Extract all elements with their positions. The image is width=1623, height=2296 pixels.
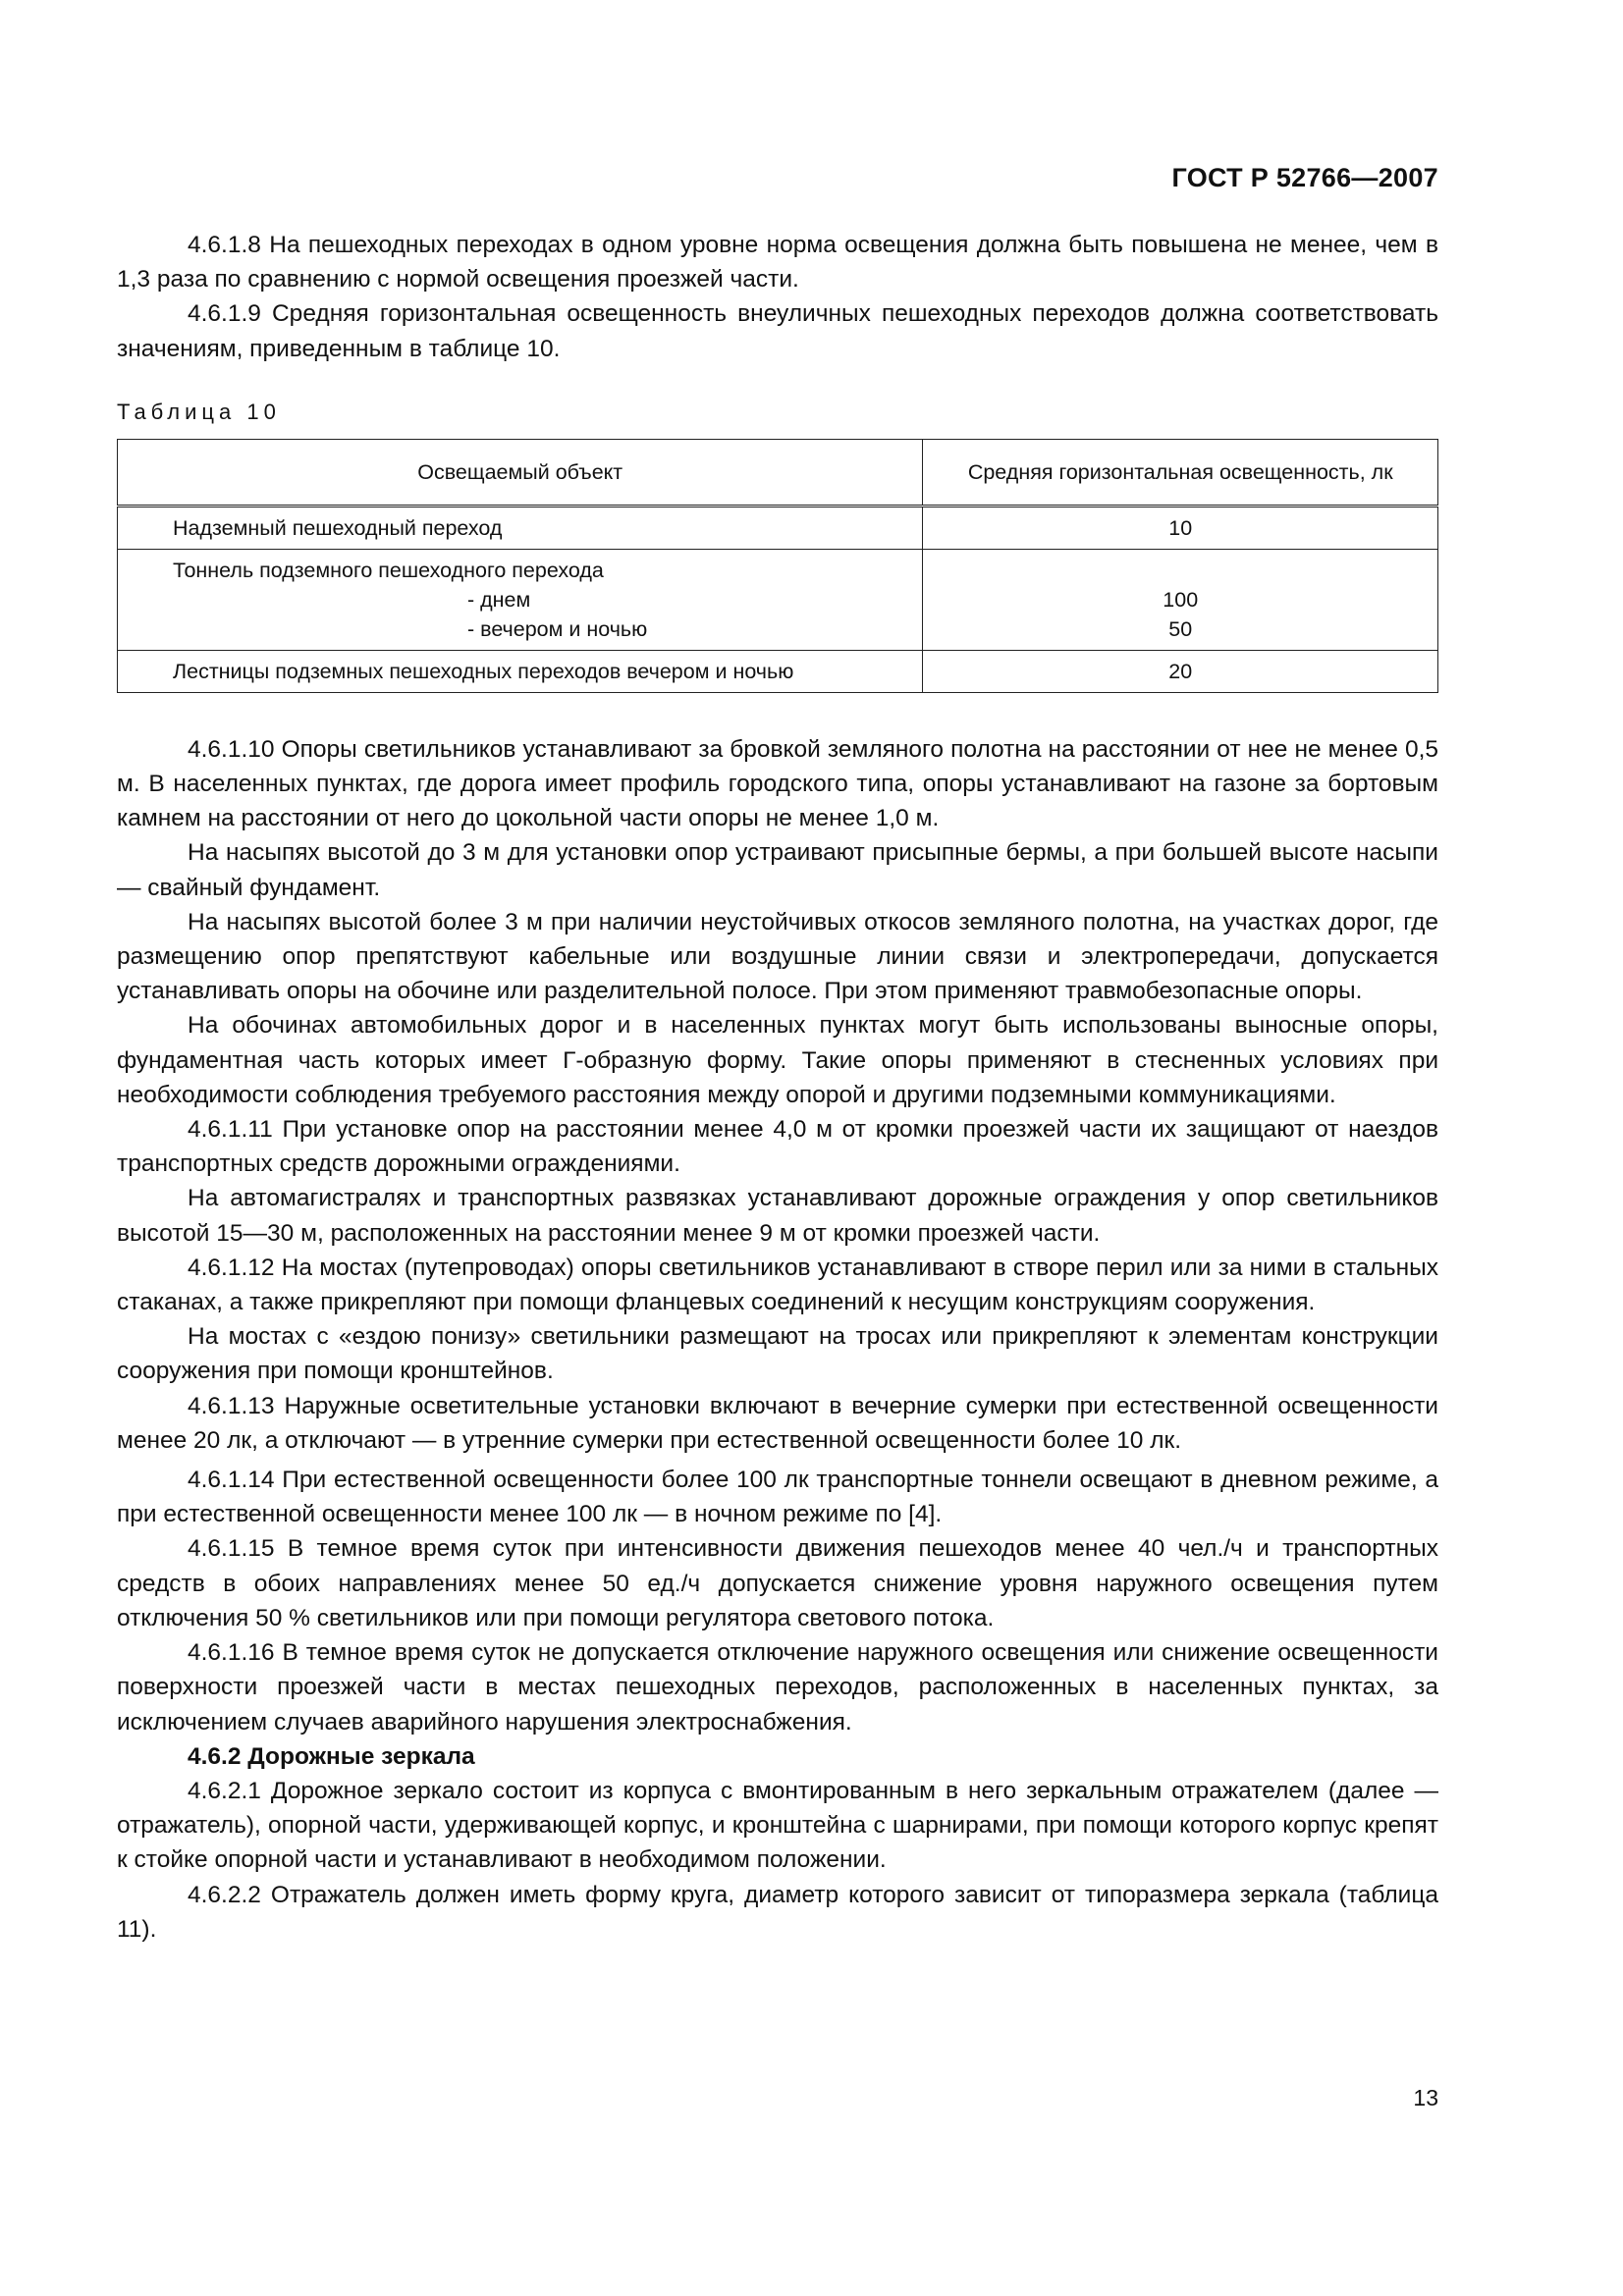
column-header-illuminance: Средняя горизонтальная освещенность, лк: [967, 459, 1393, 484]
table-cell-object-main: Тоннель подземного пешеходного перехода: [173, 558, 604, 582]
paragraph-4-6-1-9: 4.6.1.9 Средняя горизонтальная освещенность внеуличных пешеходных переходов должна соответствовать значениям, приведенным в таблице 10.: [117, 300, 1438, 362]
paragraph-4-6-1-11: 4.6.1.11 При установке опор на расстоянии менее 4,0 м от кромки проезжей части их защищают от наездов транспортных средств дорожными ограждениями.: [117, 1116, 1438, 1178]
column-header-object: Освещаемый объект: [118, 439, 923, 506]
section-heading: 4.6.2 Дорожные зеркала: [188, 1742, 475, 1770]
table-row: [118, 650, 1438, 692]
paragraph-4-6-1-15: 4.6.1.15 В темное время суток при интенсивности движения пешеходов менее 40 чел./ч и транспортных средств в обоих направлениях менее 50 ед./ч допускается снижение уровня наружного освещения путем отключения 50 % светильников или при помощи регулятора светового потока.: [117, 1535, 1438, 1631]
table-row: [118, 549, 1438, 650]
table-cell-value-night: 50: [1168, 616, 1193, 641]
table-cell-object: Лестницы подземных пешеходных переходов вечером и ночью: [118, 650, 923, 692]
table-cell-value: [923, 549, 1438, 650]
paragraph-4-6-2-2: 4.6.2.2 Отражатель должен иметь форму круга, диаметр которого зависит от типоразмера зеркала (таблица 11).: [117, 1881, 1438, 1943]
table-cell-value: 20: [1168, 659, 1193, 683]
paragraph-4-6-1-8: 4.6.1.8 На пешеходных переходах в одном уровне норма освещения должна быть повышена не менее, чем в 1,3 раза по сравнению с нормой освещения проезжей части.: [117, 232, 1438, 294]
illuminance-table: [117, 439, 1438, 693]
paragraph-embankment-3m: На насыпях высотой до 3 м для установки опор устраивают присыпные бермы, а при большей высоте насыпи — свайный фундамент.: [117, 839, 1438, 901]
table-caption: Таблица 10: [117, 399, 281, 424]
paragraph-4-6-1-16: 4.6.1.16 В темное время суток не допускается отключение наружного освещения или снижение освещенности поверхности проезжей части в местах пешеходных переходов, расположенных в населенных пунктах, за исключением случаев аварийного нарушения электроснабжения.: [117, 1639, 1438, 1735]
page-number: 13: [1413, 2085, 1438, 2110]
table-cell-value-day: 100: [1163, 587, 1199, 612]
table-cell-value: 10: [923, 506, 1438, 549]
paragraph-highways: На автомагистралях и транспортных развязках устанавливают дорожные ограждения у опор светильников высотой 15—30 м, расположенных на расстоянии менее 9 м от кромки проезжей части.: [117, 1185, 1438, 1247]
paragraph-bridges: На мостах с «ездою понизу» светильники размещают на тросах или прикрепляют к элементам конструкции сооружения при помощи кронштейнов.: [117, 1323, 1438, 1385]
paragraph-remote-supports: На обочинах автомобильных дорог и в населенных пунктах могут быть использованы выносные опоры, фундаментная часть которых имеет Г-образную форму. Такие опоры применяют в стесненных условиях при необходимости соблюдения требуемого расстояния между опорой и другими подземными коммуникациями.: [117, 1012, 1438, 1108]
paragraph-4-6-1-14: 4.6.1.14 При естественной освещенности более 100 лк транспортные тоннели освещают в дневном режиме, а при естественной освещенности менее 100 лк — в ночном режиме по [4].: [117, 1467, 1438, 1528]
table-row: [118, 506, 1438, 549]
table-header-row: [118, 439, 1438, 506]
paragraph-4-6-1-10: 4.6.1.10 Опоры светильников устанавливают за бровкой земляного полотна на расстоянии от нее не менее 0,5 м. В населенных пунктах, где дорога имеет профиль городского типа, опоры устанавливают на газоне за бортовым камнем на расстоянии от него до цокольной части опоры не менее 1,0 м.: [117, 735, 1438, 832]
paragraph-embankment-over-3m: На насыпях высотой более 3 м при наличии неустойчивых откосов земляного полотна, на участках дорог, где размещению опор препятствуют кабельные или воздушные линии связи и электропередачи, допускается устанавливать опоры на обочине или разделительной полосе. При этом применяют травмобезопасные опоры.: [117, 908, 1438, 1005]
table-cell-object: [118, 549, 923, 650]
document-body: [117, 228, 1438, 1947]
table-cell-object-day: - днем: [467, 587, 531, 612]
paragraph-4-6-1-13: 4.6.1.13 Наружные осветительные установки включают в вечерние сумерки при естественной освещенности менее 20 лк, а отключают — в утренние сумерки при естественной освещенности более 10 лк.: [117, 1392, 1438, 1454]
paragraph-4-6-1-12: 4.6.1.12 На мостах (путепроводах) опоры светильников устанавливают в створе перил или за ними в стальных стаканах, а также прикрепляют при помощи фланцевых соединений к несущим конструкциям сооружения.: [117, 1254, 1438, 1316]
paragraph-4-6-2-1: 4.6.2.1 Дорожное зеркало состоит из корпуса с вмонтированным в него зеркальным отражателем (далее — отражатель), опорной части, удерживающей корпус, и кронштейна с шарнирами, при помощи которого корпус крепят к стойке опорной части и устанавливают в необходимом положении.: [117, 1777, 1438, 1874]
table-cell-object-night: - вечером и ночью: [467, 616, 648, 641]
document-code-header: ГОСТ Р 52766—2007: [1171, 163, 1438, 192]
table-cell-object: Надземный пешеходный переход: [118, 506, 923, 549]
